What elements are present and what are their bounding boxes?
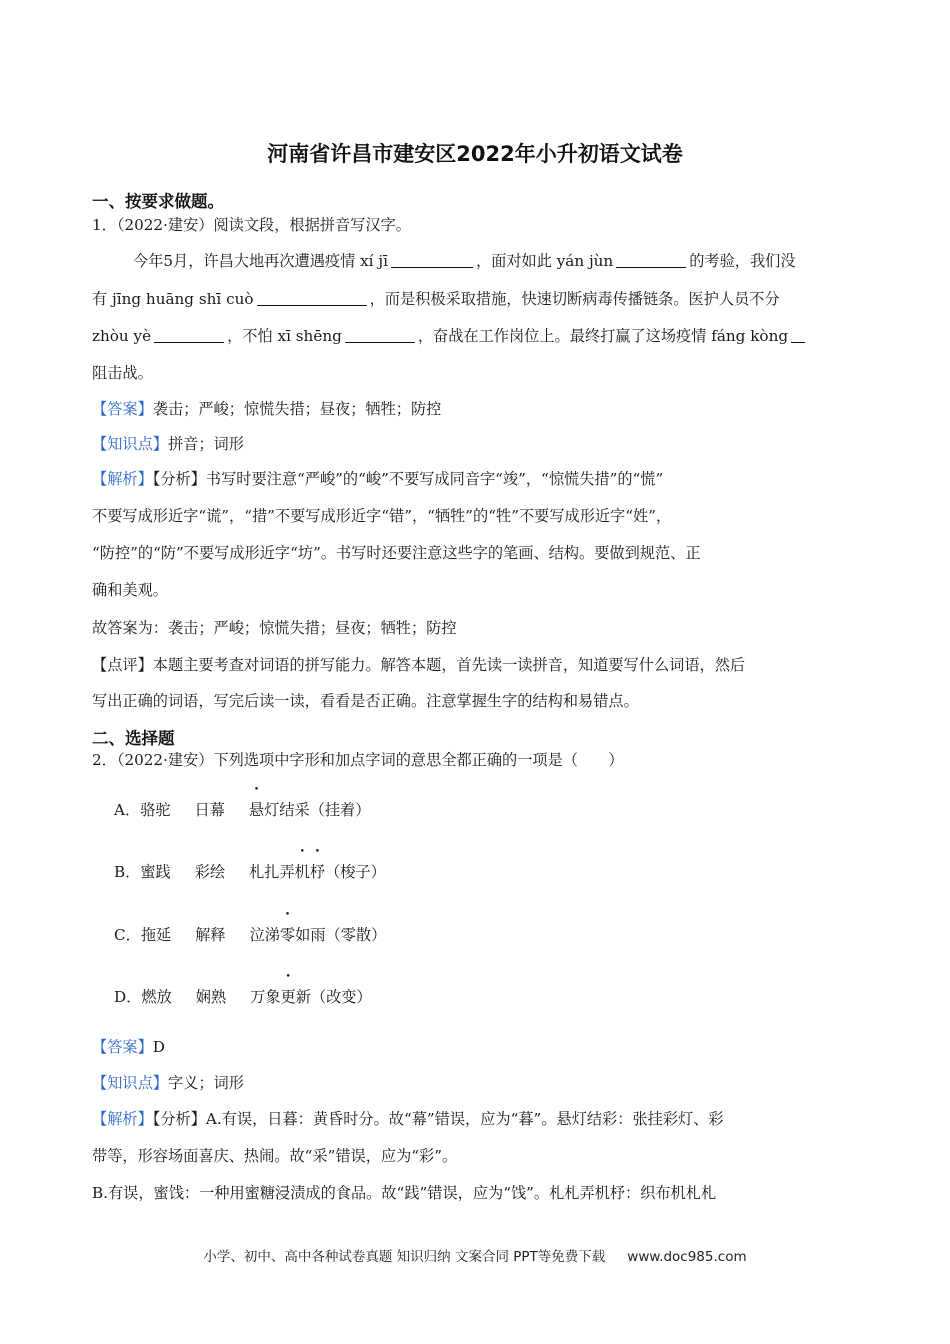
question-2-stem: 2．（2022·建安）下列选项中字形和加点字词的意思全都正确的一项是（ ） — [92, 751, 624, 769]
answer-text: 袭击；严峻；惊慌失措；昼夜；牺牲；防控 — [152, 400, 442, 418]
option-word: 万象 — [250, 988, 281, 1006]
option-word: 札扎弄 — [249, 863, 295, 881]
question-2-analysis-line-1 — [92, 1108, 724, 1130]
option-word: 骆驼 — [140, 801, 171, 819]
option-word: 娴熟 — [195, 988, 227, 1006]
question-1-comment-line-1: 【点评】本题主要考查对词语的拼写能力。解答本题，首先读一读拼音，知道要写什么词语，然后 — [92, 656, 746, 674]
question-1-analysis-line-2: 不要写成形近字“谎”，“措”不要写成形近字“错”，“牺牲”的“牲”不要写成形近字“姓”， — [92, 507, 672, 525]
option-word: 彩绘 — [194, 863, 226, 881]
answer-blank — [154, 326, 224, 343]
question-1-passage-line-4: 阻击战。 — [92, 364, 153, 382]
answer-text: D — [152, 1038, 165, 1056]
passage-text: ，而是积极采取措施，快速切断病毒传播链条。医护人员不分 — [369, 290, 780, 308]
section-heading-2: 二、选择题 — [92, 729, 175, 748]
option-label: D． — [114, 988, 142, 1006]
question-1-stem: 1．（2022·建安）阅读文段，根据拼音写汉字。 — [92, 216, 411, 234]
option-word: 燃放 — [141, 988, 172, 1006]
knowledge-point-tag: 【知识点】 — [92, 435, 168, 453]
dotted-character: 悬 — [248, 801, 265, 819]
answer-tag: 【答案】 — [92, 1038, 153, 1056]
page-footer — [0, 1245, 950, 1265]
passage-text: zhòu yè — [92, 327, 152, 345]
page-title: 河南省许昌市建安区2022年小升初语文试卷 — [267, 142, 683, 166]
passage-text: 今年5月，许昌大地再次遭遇疫情 xí jī — [133, 252, 388, 270]
question-1-passage-line-3 — [92, 325, 808, 347]
option-d — [114, 986, 372, 1007]
option-label: B． — [114, 863, 141, 881]
knowledge-point-tag: 【知识点】 — [92, 1074, 168, 1092]
option-a — [114, 799, 370, 820]
dotted-character: 杼 — [309, 863, 326, 881]
footer-text: 小学、初中、高中各种试卷真题 知识归纳 文案合同 PPT等免费下载 — [203, 1249, 606, 1265]
option-word: 新（改变） — [295, 988, 372, 1006]
option-word: 蜜践 — [140, 863, 171, 881]
question-1-answer — [92, 398, 441, 420]
option-c — [114, 924, 386, 945]
question-1-analysis-line-1 — [92, 468, 663, 490]
option-word: 拖延 — [140, 926, 172, 944]
answer-blank — [391, 251, 473, 268]
answer-blank — [257, 289, 367, 306]
answer-blank — [345, 326, 415, 343]
footer-url[interactable]: www.doc985.com — [627, 1249, 747, 1265]
option-word: 解释 — [195, 926, 226, 944]
question-2-answer — [92, 1036, 165, 1058]
passage-text: 有 jīng huāng shī cuò — [92, 290, 254, 308]
passage-text: ，不怕 xī shēng — [227, 327, 342, 345]
question-1-knowledge-point — [92, 433, 244, 455]
option-word: 日幕 — [194, 801, 225, 819]
option-label: A． — [114, 801, 141, 819]
question-1-passage-line-2 — [92, 288, 780, 310]
passage-text: ，奋战在工作岗位上。最终打赢了这场疫情 fáng kòng — [417, 327, 789, 345]
option-label: C． — [114, 926, 141, 944]
question-1-comment-line-2: 写出正确的词语，写完后读一读，看看是否正确。注意掌握生字的结构和易错点。 — [92, 692, 639, 710]
analysis-text: 【分析】A.有误，日暮：黄昏时分。故“幕”错误，应为“暮”。悬灯结彩：张挂彩灯、彩 — [152, 1110, 724, 1128]
knowledge-point-text: 拼音；词形 — [167, 435, 244, 453]
analysis-text: 【分析】书写时要注意“严峻”的“峻”不要写成同音字“竣”，“惊慌失措”的“慌” — [152, 470, 664, 488]
passage-text: ，面对如此 yán jùn — [475, 252, 614, 270]
answer-blank — [791, 326, 805, 343]
option-word: 灯结采（挂着） — [264, 801, 371, 819]
option-b — [114, 861, 386, 882]
option-word: 如雨（零散） — [295, 926, 387, 944]
question-2-analysis-line-2: 带等，形容场面喜庆、热闹。故“采”错误，应为“彩”。 — [92, 1147, 458, 1165]
option-word: 泣涕 — [249, 926, 280, 944]
dotted-character: 更 — [280, 988, 296, 1006]
section-heading-1: 一、按要求做题。 — [92, 192, 224, 211]
question-2-knowledge-point — [92, 1072, 244, 1094]
question-1-analysis-line-4: 确和美观。 — [92, 581, 168, 599]
answer-tag: 【答案】 — [92, 400, 153, 418]
question-2-analysis-line-3: B.有误，蜜饯：一种用蜜糖浸渍成的食品。故“践”错误，应为“饯”。札札弄机杼：织布机札札 — [92, 1184, 717, 1202]
knowledge-point-text: 字义；词形 — [167, 1074, 244, 1092]
dotted-character: 机 — [294, 863, 310, 881]
question-1-passage-line-1 — [133, 250, 796, 272]
dotted-character: 零 — [279, 926, 296, 944]
answer-blank — [616, 251, 686, 268]
analysis-tag: 【解析】 — [92, 470, 153, 488]
question-1-final-answer: 故答案为：袭击；严峻；惊慌失措；昼夜；牺牲；防控 — [92, 619, 457, 637]
passage-text: 的考验，我们没 — [689, 252, 796, 270]
question-1-analysis-line-3: “防控”的“防”不要写成形近字“坊”。书写时还要注意这些字的笔画、结构。要做到规范、正 — [92, 544, 701, 562]
analysis-tag: 【解析】 — [92, 1110, 153, 1128]
option-word: （梭子） — [325, 863, 386, 881]
